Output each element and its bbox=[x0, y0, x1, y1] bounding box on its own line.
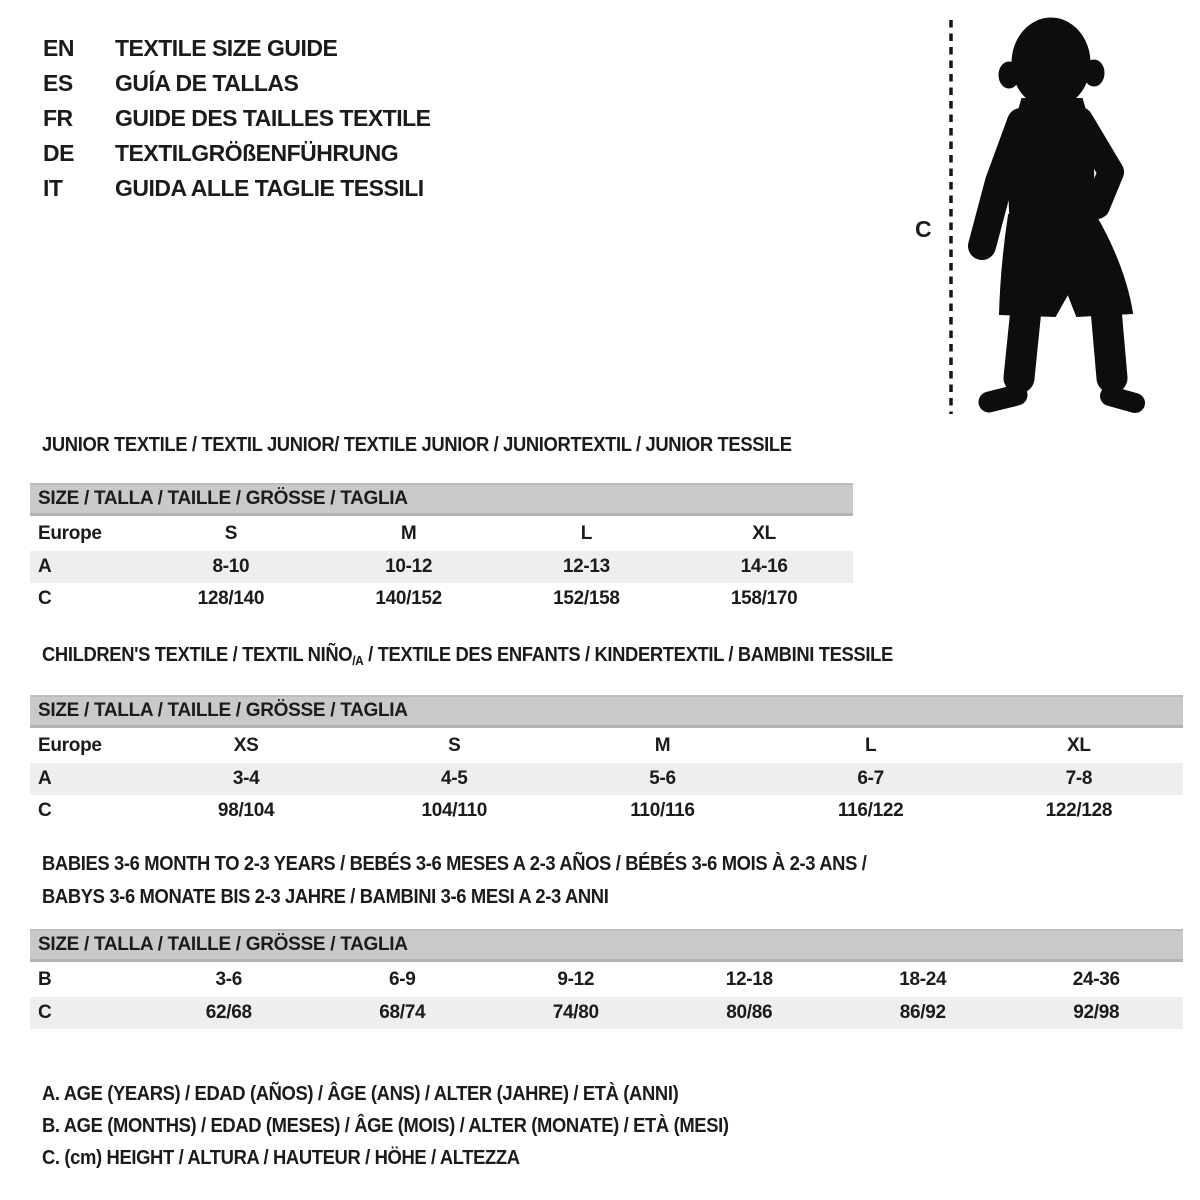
table-row bbox=[30, 727, 1183, 764]
size-value-cell: 14-16 bbox=[740, 556, 788, 577]
size-value-cell: 86/92 bbox=[899, 1002, 946, 1023]
size-value-cell: 104/110 bbox=[421, 800, 488, 821]
size-value-cell: L bbox=[580, 522, 593, 544]
size-value-cell: 116/122 bbox=[837, 800, 904, 821]
row-label: C bbox=[38, 1002, 52, 1023]
size-value-cell: M bbox=[400, 522, 417, 544]
language-code: IT bbox=[43, 175, 63, 201]
size-value-cell: 80/86 bbox=[726, 1002, 773, 1023]
table-row bbox=[30, 997, 1183, 1029]
babies-title-line1: BABIES 3-6 MONTH TO 2-3 YEARS / BEBÉS 3-6 MESES A 2-3 AÑOS / BÉBÉS 3-6 MOIS À 2-3 ANS / bbox=[42, 853, 867, 875]
language-code: FR bbox=[43, 105, 73, 131]
language-row bbox=[43, 101, 431, 136]
junior-section-title: JUNIOR TEXTILE / TEXTIL JUNIOR/ TEXTILE JUNIOR / JUNIORTEXTIL / JUNIOR TESSILE bbox=[42, 434, 792, 456]
children-size-table bbox=[30, 695, 1183, 827]
babies-size-table bbox=[30, 929, 1183, 1029]
height-measure-figure bbox=[905, 12, 1155, 424]
language-code: ES bbox=[43, 70, 73, 96]
size-value-cell: 12-13 bbox=[562, 556, 610, 577]
language-code: DE bbox=[43, 140, 74, 166]
measure-c-label: C bbox=[915, 216, 932, 242]
size-value-cell: 128/140 bbox=[197, 588, 265, 609]
guide-title: TEXTILGRÖßENFÜHRUNG bbox=[115, 140, 399, 166]
legend-line-b: B. AGE (MONTHS) / EDAD (MESES) / ÂGE (MOIS) / ALTER (MONATE) / ETÀ (MESI) bbox=[42, 1115, 729, 1137]
language-row bbox=[43, 66, 431, 101]
nino-a-subscript: /A bbox=[352, 653, 364, 668]
size-value-cell: XS bbox=[233, 734, 259, 756]
size-value-cell: M bbox=[654, 734, 671, 756]
junior-size-table bbox=[30, 483, 853, 615]
row-label: Europe bbox=[38, 734, 102, 756]
size-value-cell: 68/74 bbox=[379, 1002, 426, 1023]
size-value-cell: 3-4 bbox=[232, 768, 260, 789]
size-value-cell: L bbox=[865, 734, 877, 756]
size-value-cell: 3-6 bbox=[215, 968, 243, 990]
size-value-cell: 24-36 bbox=[1072, 968, 1120, 990]
size-value-cell: XL bbox=[752, 522, 776, 544]
size-value-cell: 98/104 bbox=[217, 800, 275, 821]
table-row bbox=[30, 795, 1183, 827]
row-label: B bbox=[38, 968, 52, 990]
table-row bbox=[30, 551, 853, 583]
size-header-cell: SIZE / TALLA / TAILLE / GRÖSSE / TAGLIA bbox=[30, 484, 853, 515]
size-value-cell: 140/152 bbox=[375, 588, 442, 609]
size-value-cell: 9-12 bbox=[557, 968, 595, 990]
table-row bbox=[30, 763, 1183, 795]
guide-title: GUÍA DE TALLAS bbox=[115, 70, 299, 96]
babies-section-title bbox=[42, 848, 866, 914]
table-row bbox=[30, 583, 853, 615]
size-header-row bbox=[30, 484, 853, 515]
size-value-cell: 4-5 bbox=[441, 768, 468, 789]
language-row bbox=[43, 136, 431, 171]
size-header-cell: SIZE / TALLA / TAILLE / GRÖSSE / TAGLIA bbox=[30, 930, 1183, 961]
size-value-cell: 6-9 bbox=[388, 968, 416, 990]
size-value-cell: 152/158 bbox=[553, 588, 620, 609]
language-code: EN bbox=[43, 35, 74, 61]
size-value-cell: 12-18 bbox=[725, 968, 773, 990]
size-value-cell: 6-7 bbox=[857, 768, 884, 789]
size-value-cell: 62/68 bbox=[205, 1002, 252, 1023]
legend-line-c: C. (cm) HEIGHT / ALTURA / HAUTEUR / HÖHE / ALTEZZA bbox=[42, 1147, 520, 1169]
size-value-cell: 8-10 bbox=[212, 556, 250, 577]
language-row bbox=[43, 31, 431, 66]
row-label: C bbox=[38, 588, 52, 609]
table-row bbox=[30, 961, 1183, 998]
guide-title: GUIDA ALLE TAGLIE TESSILI bbox=[115, 175, 424, 201]
language-title-list bbox=[43, 31, 431, 206]
size-value-cell: 18-24 bbox=[899, 968, 947, 990]
size-value-cell: 5-6 bbox=[649, 768, 676, 789]
row-label: C bbox=[38, 800, 52, 821]
size-value-cell: 158/170 bbox=[730, 588, 798, 609]
size-value-cell: 122/128 bbox=[1045, 800, 1113, 821]
size-value-cell: S bbox=[448, 734, 461, 756]
size-value-cell: 10-12 bbox=[385, 556, 433, 577]
table-row bbox=[30, 515, 853, 552]
size-header-row bbox=[30, 930, 1183, 961]
legend-line-a: A. AGE (YEARS) / EDAD (AÑOS) / ÂGE (ANS) / ALTER (JAHRE) / ETÀ (ANNI) bbox=[42, 1083, 679, 1105]
size-value-cell: 110/116 bbox=[630, 800, 695, 821]
children-section-title: CHILDREN'S TEXTILE / TEXTIL $NIÑO_{/A}$ / TEXTILE DES ENFANTS / KINDERTEXTIL / BAMBINI TESSILE bbox=[42, 644, 893, 668]
toddler-body bbox=[982, 18, 1135, 403]
row-label: Europe bbox=[38, 522, 102, 544]
size-value-cell: 74/80 bbox=[552, 1002, 599, 1023]
guide-title: TEXTILE SIZE GUIDE bbox=[115, 35, 338, 61]
size-header-row bbox=[30, 696, 1183, 727]
row-label: A bbox=[38, 768, 52, 789]
size-value-cell: 7-8 bbox=[1065, 768, 1093, 789]
language-row bbox=[43, 171, 431, 206]
row-label: A bbox=[38, 556, 52, 577]
size-value-cell: 92/98 bbox=[1073, 1002, 1120, 1023]
size-header-cell: SIZE / TALLA / TAILLE / GRÖSSE / TAGLIA bbox=[30, 696, 1183, 727]
size-value-cell: XL bbox=[1067, 734, 1091, 756]
size-value-cell: S bbox=[224, 522, 238, 544]
babies-title-line2: BABYS 3-6 MONATE BIS 2-3 JAHRE / BAMBINI 3-6 MESI A 2-3 ANNI bbox=[42, 886, 609, 908]
measure-legend bbox=[42, 1078, 788, 1174]
toddler-silhouette-icon bbox=[905, 12, 1155, 424]
guide-title: GUIDE DES TAILLES TEXTILE bbox=[115, 105, 431, 131]
